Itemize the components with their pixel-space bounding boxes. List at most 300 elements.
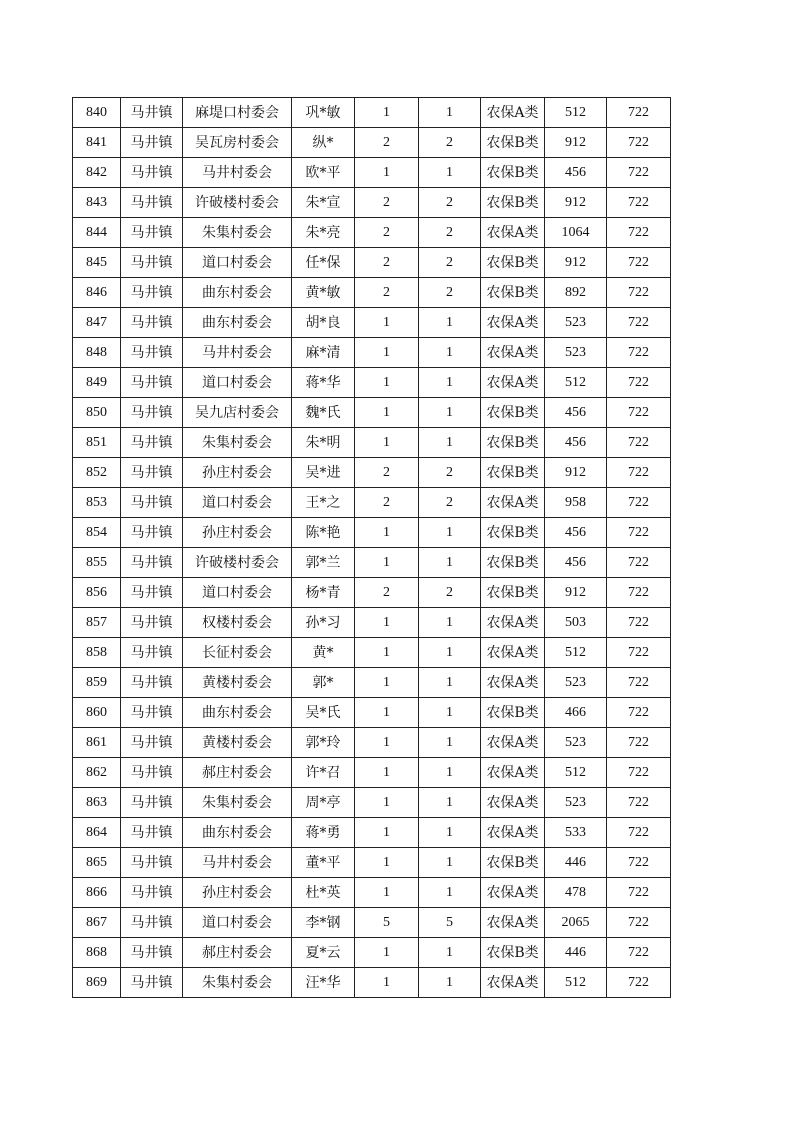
table-row bbox=[73, 398, 671, 428]
amount-cell: 478 bbox=[545, 878, 607, 908]
standard-cell: 722 bbox=[607, 548, 671, 578]
insurance-category-cell: 农保A类 bbox=[481, 218, 545, 248]
town-cell: 马井镇 bbox=[121, 338, 183, 368]
household-count-cell: 1 bbox=[355, 788, 419, 818]
household-count-cell: 2 bbox=[355, 188, 419, 218]
insurance-category-cell: 农保A类 bbox=[481, 488, 545, 518]
row-number-cell: 855 bbox=[73, 548, 121, 578]
standard-cell: 722 bbox=[607, 488, 671, 518]
village-committee-cell: 黄楼村委会 bbox=[183, 728, 292, 758]
household-count-cell: 1 bbox=[355, 728, 419, 758]
member-count-cell: 1 bbox=[419, 938, 481, 968]
household-count-cell: 1 bbox=[355, 818, 419, 848]
town-cell: 马井镇 bbox=[121, 398, 183, 428]
amount-cell: 512 bbox=[545, 98, 607, 128]
standard-cell: 722 bbox=[607, 788, 671, 818]
member-count-cell: 2 bbox=[419, 278, 481, 308]
town-cell: 马井镇 bbox=[121, 728, 183, 758]
amount-cell: 512 bbox=[545, 968, 607, 998]
table-row bbox=[73, 128, 671, 158]
village-committee-cell: 许破楼村委会 bbox=[183, 188, 292, 218]
person-name-cell: 胡*良 bbox=[292, 308, 355, 338]
town-cell: 马井镇 bbox=[121, 638, 183, 668]
amount-cell: 456 bbox=[545, 398, 607, 428]
row-number-cell: 860 bbox=[73, 698, 121, 728]
member-count-cell: 1 bbox=[419, 338, 481, 368]
member-count-cell: 1 bbox=[419, 398, 481, 428]
amount-cell: 512 bbox=[545, 638, 607, 668]
village-committee-cell: 道口村委会 bbox=[183, 368, 292, 398]
standard-cell: 722 bbox=[607, 818, 671, 848]
village-committee-cell: 吴九店村委会 bbox=[183, 398, 292, 428]
insurance-category-cell: 农保A类 bbox=[481, 728, 545, 758]
village-committee-cell: 朱集村委会 bbox=[183, 428, 292, 458]
village-committee-cell: 道口村委会 bbox=[183, 248, 292, 278]
member-count-cell: 1 bbox=[419, 968, 481, 998]
member-count-cell: 2 bbox=[419, 248, 481, 278]
person-name-cell: 朱*宣 bbox=[292, 188, 355, 218]
insurance-category-cell: 农保B类 bbox=[481, 158, 545, 188]
village-committee-cell: 朱集村委会 bbox=[183, 218, 292, 248]
person-name-cell: 吴*氏 bbox=[292, 698, 355, 728]
standard-cell: 722 bbox=[607, 938, 671, 968]
member-count-cell: 1 bbox=[419, 308, 481, 338]
table-row bbox=[73, 878, 671, 908]
row-number-cell: 866 bbox=[73, 878, 121, 908]
person-name-cell: 纵* bbox=[292, 128, 355, 158]
table-row bbox=[73, 518, 671, 548]
insurance-category-cell: 农保B类 bbox=[481, 188, 545, 218]
person-name-cell: 许*召 bbox=[292, 758, 355, 788]
household-count-cell: 2 bbox=[355, 458, 419, 488]
table-row bbox=[73, 938, 671, 968]
household-count-cell: 1 bbox=[355, 668, 419, 698]
standard-cell: 722 bbox=[607, 698, 671, 728]
row-number-cell: 845 bbox=[73, 248, 121, 278]
member-count-cell: 2 bbox=[419, 458, 481, 488]
insurance-category-cell: 农保A类 bbox=[481, 908, 545, 938]
table-row bbox=[73, 788, 671, 818]
row-number-cell: 846 bbox=[73, 278, 121, 308]
town-cell: 马井镇 bbox=[121, 368, 183, 398]
standard-cell: 722 bbox=[607, 128, 671, 158]
table-row bbox=[73, 668, 671, 698]
insurance-category-cell: 农保A类 bbox=[481, 368, 545, 398]
member-count-cell: 1 bbox=[419, 848, 481, 878]
amount-cell: 523 bbox=[545, 338, 607, 368]
table-row bbox=[73, 248, 671, 278]
standard-cell: 722 bbox=[607, 608, 671, 638]
person-name-cell: 陈*艳 bbox=[292, 518, 355, 548]
household-count-cell: 1 bbox=[355, 638, 419, 668]
town-cell: 马井镇 bbox=[121, 788, 183, 818]
insurance-category-cell: 农保A类 bbox=[481, 758, 545, 788]
row-number-cell: 842 bbox=[73, 158, 121, 188]
person-name-cell: 夏*云 bbox=[292, 938, 355, 968]
person-name-cell: 麻*清 bbox=[292, 338, 355, 368]
insurance-category-cell: 农保B类 bbox=[481, 848, 545, 878]
table-row bbox=[73, 578, 671, 608]
table-row bbox=[73, 608, 671, 638]
household-count-cell: 2 bbox=[355, 218, 419, 248]
village-committee-cell: 麻堤口村委会 bbox=[183, 98, 292, 128]
village-committee-cell: 吴瓦房村委会 bbox=[183, 128, 292, 158]
village-committee-cell: 许破楼村委会 bbox=[183, 548, 292, 578]
person-name-cell: 巩*敏 bbox=[292, 98, 355, 128]
standard-cell: 722 bbox=[607, 398, 671, 428]
row-number-cell: 865 bbox=[73, 848, 121, 878]
table-row bbox=[73, 488, 671, 518]
standard-cell: 722 bbox=[607, 758, 671, 788]
table-row bbox=[73, 308, 671, 338]
town-cell: 马井镇 bbox=[121, 548, 183, 578]
insurance-category-cell: 农保B类 bbox=[481, 278, 545, 308]
table-row bbox=[73, 698, 671, 728]
member-count-cell: 2 bbox=[419, 188, 481, 218]
table-row bbox=[73, 458, 671, 488]
member-count-cell: 1 bbox=[419, 788, 481, 818]
amount-cell: 912 bbox=[545, 128, 607, 158]
person-name-cell: 欧*平 bbox=[292, 158, 355, 188]
household-count-cell: 2 bbox=[355, 248, 419, 278]
row-number-cell: 858 bbox=[73, 638, 121, 668]
person-name-cell: 吴*进 bbox=[292, 458, 355, 488]
insurance-category-cell: 农保B类 bbox=[481, 938, 545, 968]
village-committee-cell: 朱集村委会 bbox=[183, 968, 292, 998]
household-count-cell: 1 bbox=[355, 848, 419, 878]
row-number-cell: 850 bbox=[73, 398, 121, 428]
town-cell: 马井镇 bbox=[121, 848, 183, 878]
insurance-category-cell: 农保B类 bbox=[481, 398, 545, 428]
table-row bbox=[73, 428, 671, 458]
row-number-cell: 844 bbox=[73, 218, 121, 248]
amount-cell: 512 bbox=[545, 368, 607, 398]
row-number-cell: 863 bbox=[73, 788, 121, 818]
town-cell: 马井镇 bbox=[121, 878, 183, 908]
standard-cell: 722 bbox=[607, 368, 671, 398]
insurance-category-cell: 农保A类 bbox=[481, 608, 545, 638]
member-count-cell: 2 bbox=[419, 218, 481, 248]
table-row bbox=[73, 98, 671, 128]
insurance-category-cell: 农保A类 bbox=[481, 98, 545, 128]
town-cell: 马井镇 bbox=[121, 668, 183, 698]
insurance-category-cell: 农保B类 bbox=[481, 248, 545, 278]
member-count-cell: 1 bbox=[419, 548, 481, 578]
row-number-cell: 854 bbox=[73, 518, 121, 548]
row-number-cell: 864 bbox=[73, 818, 121, 848]
row-number-cell: 851 bbox=[73, 428, 121, 458]
household-count-cell: 1 bbox=[355, 968, 419, 998]
row-number-cell: 852 bbox=[73, 458, 121, 488]
village-committee-cell: 郝庄村委会 bbox=[183, 758, 292, 788]
table-body bbox=[73, 98, 671, 998]
person-name-cell: 汪*华 bbox=[292, 968, 355, 998]
amount-cell: 523 bbox=[545, 788, 607, 818]
amount-cell: 456 bbox=[545, 428, 607, 458]
household-count-cell: 2 bbox=[355, 578, 419, 608]
village-committee-cell: 道口村委会 bbox=[183, 578, 292, 608]
amount-cell: 1064 bbox=[545, 218, 607, 248]
insurance-category-cell: 农保B类 bbox=[481, 548, 545, 578]
row-number-cell: 849 bbox=[73, 368, 121, 398]
household-count-cell: 1 bbox=[355, 428, 419, 458]
row-number-cell: 856 bbox=[73, 578, 121, 608]
town-cell: 马井镇 bbox=[121, 98, 183, 128]
household-count-cell: 2 bbox=[355, 488, 419, 518]
town-cell: 马井镇 bbox=[121, 308, 183, 338]
amount-cell: 446 bbox=[545, 938, 607, 968]
standard-cell: 722 bbox=[607, 668, 671, 698]
town-cell: 马井镇 bbox=[121, 818, 183, 848]
insurance-category-cell: 农保A类 bbox=[481, 878, 545, 908]
table-row bbox=[73, 758, 671, 788]
town-cell: 马井镇 bbox=[121, 908, 183, 938]
insurance-category-cell: 农保A类 bbox=[481, 968, 545, 998]
household-count-cell: 5 bbox=[355, 908, 419, 938]
member-count-cell: 1 bbox=[419, 758, 481, 788]
member-count-cell: 2 bbox=[419, 128, 481, 158]
table-row bbox=[73, 728, 671, 758]
table-row bbox=[73, 908, 671, 938]
amount-cell: 523 bbox=[545, 308, 607, 338]
village-committee-cell: 马井村委会 bbox=[183, 158, 292, 188]
town-cell: 马井镇 bbox=[121, 488, 183, 518]
standard-cell: 722 bbox=[607, 188, 671, 218]
standard-cell: 722 bbox=[607, 638, 671, 668]
row-number-cell: 841 bbox=[73, 128, 121, 158]
village-committee-cell: 曲东村委会 bbox=[183, 278, 292, 308]
person-name-cell: 郭*玲 bbox=[292, 728, 355, 758]
standard-cell: 722 bbox=[607, 578, 671, 608]
amount-cell: 456 bbox=[545, 548, 607, 578]
member-count-cell: 1 bbox=[419, 668, 481, 698]
insurance-category-cell: 农保B类 bbox=[481, 518, 545, 548]
standard-cell: 722 bbox=[607, 908, 671, 938]
amount-cell: 892 bbox=[545, 278, 607, 308]
insurance-category-cell: 农保B类 bbox=[481, 698, 545, 728]
row-number-cell: 848 bbox=[73, 338, 121, 368]
member-count-cell: 2 bbox=[419, 578, 481, 608]
row-number-cell: 840 bbox=[73, 98, 121, 128]
person-name-cell: 朱*亮 bbox=[292, 218, 355, 248]
standard-cell: 722 bbox=[607, 728, 671, 758]
table-row bbox=[73, 338, 671, 368]
town-cell: 马井镇 bbox=[121, 218, 183, 248]
person-name-cell: 王*之 bbox=[292, 488, 355, 518]
table-row bbox=[73, 548, 671, 578]
household-count-cell: 1 bbox=[355, 938, 419, 968]
amount-cell: 912 bbox=[545, 248, 607, 278]
household-count-cell: 2 bbox=[355, 128, 419, 158]
member-count-cell: 1 bbox=[419, 158, 481, 188]
household-count-cell: 1 bbox=[355, 608, 419, 638]
village-committee-cell: 孙庄村委会 bbox=[183, 458, 292, 488]
standard-cell: 722 bbox=[607, 518, 671, 548]
household-count-cell: 1 bbox=[355, 368, 419, 398]
standard-cell: 722 bbox=[607, 308, 671, 338]
village-committee-cell: 黄楼村委会 bbox=[183, 668, 292, 698]
insurance-category-cell: 农保A类 bbox=[481, 308, 545, 338]
person-name-cell: 郭*兰 bbox=[292, 548, 355, 578]
town-cell: 马井镇 bbox=[121, 608, 183, 638]
household-count-cell: 1 bbox=[355, 548, 419, 578]
person-name-cell: 蒋*勇 bbox=[292, 818, 355, 848]
table-row bbox=[73, 848, 671, 878]
roster-table bbox=[72, 97, 671, 998]
standard-cell: 722 bbox=[607, 428, 671, 458]
row-number-cell: 859 bbox=[73, 668, 121, 698]
standard-cell: 722 bbox=[607, 968, 671, 998]
row-number-cell: 861 bbox=[73, 728, 121, 758]
person-name-cell: 黄*敏 bbox=[292, 278, 355, 308]
village-committee-cell: 孙庄村委会 bbox=[183, 518, 292, 548]
town-cell: 马井镇 bbox=[121, 518, 183, 548]
town-cell: 马井镇 bbox=[121, 578, 183, 608]
town-cell: 马井镇 bbox=[121, 188, 183, 218]
insurance-category-cell: 农保B类 bbox=[481, 578, 545, 608]
standard-cell: 722 bbox=[607, 278, 671, 308]
standard-cell: 722 bbox=[607, 848, 671, 878]
table-row bbox=[73, 638, 671, 668]
amount-cell: 523 bbox=[545, 728, 607, 758]
town-cell: 马井镇 bbox=[121, 758, 183, 788]
village-committee-cell: 孙庄村委会 bbox=[183, 878, 292, 908]
row-number-cell: 853 bbox=[73, 488, 121, 518]
member-count-cell: 1 bbox=[419, 638, 481, 668]
village-committee-cell: 曲东村委会 bbox=[183, 818, 292, 848]
person-name-cell: 杨*青 bbox=[292, 578, 355, 608]
household-count-cell: 1 bbox=[355, 518, 419, 548]
insurance-category-cell: 农保A类 bbox=[481, 818, 545, 848]
row-number-cell: 869 bbox=[73, 968, 121, 998]
member-count-cell: 5 bbox=[419, 908, 481, 938]
member-count-cell: 1 bbox=[419, 98, 481, 128]
amount-cell: 446 bbox=[545, 848, 607, 878]
village-committee-cell: 曲东村委会 bbox=[183, 308, 292, 338]
standard-cell: 722 bbox=[607, 98, 671, 128]
person-name-cell: 周*亭 bbox=[292, 788, 355, 818]
standard-cell: 722 bbox=[607, 218, 671, 248]
person-name-cell: 孙*习 bbox=[292, 608, 355, 638]
standard-cell: 722 bbox=[607, 458, 671, 488]
amount-cell: 533 bbox=[545, 818, 607, 848]
household-count-cell: 1 bbox=[355, 98, 419, 128]
table-row bbox=[73, 188, 671, 218]
amount-cell: 503 bbox=[545, 608, 607, 638]
member-count-cell: 1 bbox=[419, 728, 481, 758]
person-name-cell: 黄* bbox=[292, 638, 355, 668]
amount-cell: 912 bbox=[545, 578, 607, 608]
village-committee-cell: 道口村委会 bbox=[183, 908, 292, 938]
village-committee-cell: 权楼村委会 bbox=[183, 608, 292, 638]
person-name-cell: 魏*氏 bbox=[292, 398, 355, 428]
amount-cell: 512 bbox=[545, 758, 607, 788]
amount-cell: 523 bbox=[545, 668, 607, 698]
household-count-cell: 1 bbox=[355, 158, 419, 188]
insurance-category-cell: 农保A类 bbox=[481, 338, 545, 368]
person-name-cell: 董*平 bbox=[292, 848, 355, 878]
member-count-cell: 1 bbox=[419, 428, 481, 458]
standard-cell: 722 bbox=[607, 878, 671, 908]
person-name-cell: 郭* bbox=[292, 668, 355, 698]
town-cell: 马井镇 bbox=[121, 158, 183, 188]
village-committee-cell: 长征村委会 bbox=[183, 638, 292, 668]
person-name-cell: 杜*英 bbox=[292, 878, 355, 908]
village-committee-cell: 马井村委会 bbox=[183, 848, 292, 878]
amount-cell: 466 bbox=[545, 698, 607, 728]
member-count-cell: 1 bbox=[419, 368, 481, 398]
household-count-cell: 1 bbox=[355, 398, 419, 428]
person-name-cell: 朱*明 bbox=[292, 428, 355, 458]
table-row bbox=[73, 368, 671, 398]
insurance-category-cell: 农保B类 bbox=[481, 458, 545, 488]
amount-cell: 2065 bbox=[545, 908, 607, 938]
village-committee-cell: 郝庄村委会 bbox=[183, 938, 292, 968]
member-count-cell: 1 bbox=[419, 518, 481, 548]
town-cell: 马井镇 bbox=[121, 938, 183, 968]
row-number-cell: 857 bbox=[73, 608, 121, 638]
row-number-cell: 843 bbox=[73, 188, 121, 218]
table-row bbox=[73, 818, 671, 848]
town-cell: 马井镇 bbox=[121, 128, 183, 158]
town-cell: 马井镇 bbox=[121, 428, 183, 458]
person-name-cell: 蒋*华 bbox=[292, 368, 355, 398]
row-number-cell: 862 bbox=[73, 758, 121, 788]
row-number-cell: 847 bbox=[73, 308, 121, 338]
member-count-cell: 1 bbox=[419, 698, 481, 728]
member-count-cell: 1 bbox=[419, 878, 481, 908]
amount-cell: 912 bbox=[545, 188, 607, 218]
insurance-category-cell: 农保B类 bbox=[481, 428, 545, 458]
table-row bbox=[73, 278, 671, 308]
town-cell: 马井镇 bbox=[121, 248, 183, 278]
town-cell: 马井镇 bbox=[121, 968, 183, 998]
standard-cell: 722 bbox=[607, 338, 671, 368]
insurance-category-cell: 农保B类 bbox=[481, 128, 545, 158]
household-count-cell: 1 bbox=[355, 308, 419, 338]
household-count-cell: 1 bbox=[355, 878, 419, 908]
town-cell: 马井镇 bbox=[121, 698, 183, 728]
insurance-category-cell: 农保A类 bbox=[481, 638, 545, 668]
village-committee-cell: 道口村委会 bbox=[183, 488, 292, 518]
insurance-category-cell: 农保A类 bbox=[481, 668, 545, 698]
table-row bbox=[73, 968, 671, 998]
row-number-cell: 868 bbox=[73, 938, 121, 968]
amount-cell: 456 bbox=[545, 518, 607, 548]
row-number-cell: 867 bbox=[73, 908, 121, 938]
table-row bbox=[73, 218, 671, 248]
person-name-cell: 任*保 bbox=[292, 248, 355, 278]
town-cell: 马井镇 bbox=[121, 278, 183, 308]
member-count-cell: 2 bbox=[419, 488, 481, 518]
town-cell: 马井镇 bbox=[121, 458, 183, 488]
person-name-cell: 李*钢 bbox=[292, 908, 355, 938]
standard-cell: 722 bbox=[607, 248, 671, 278]
household-count-cell: 1 bbox=[355, 758, 419, 788]
standard-cell: 722 bbox=[607, 158, 671, 188]
member-count-cell: 1 bbox=[419, 818, 481, 848]
table-row bbox=[73, 158, 671, 188]
member-count-cell: 1 bbox=[419, 608, 481, 638]
amount-cell: 912 bbox=[545, 458, 607, 488]
village-committee-cell: 曲东村委会 bbox=[183, 698, 292, 728]
household-count-cell: 2 bbox=[355, 278, 419, 308]
household-count-cell: 1 bbox=[355, 698, 419, 728]
amount-cell: 456 bbox=[545, 158, 607, 188]
village-committee-cell: 朱集村委会 bbox=[183, 788, 292, 818]
village-committee-cell: 马井村委会 bbox=[183, 338, 292, 368]
household-count-cell: 1 bbox=[355, 338, 419, 368]
